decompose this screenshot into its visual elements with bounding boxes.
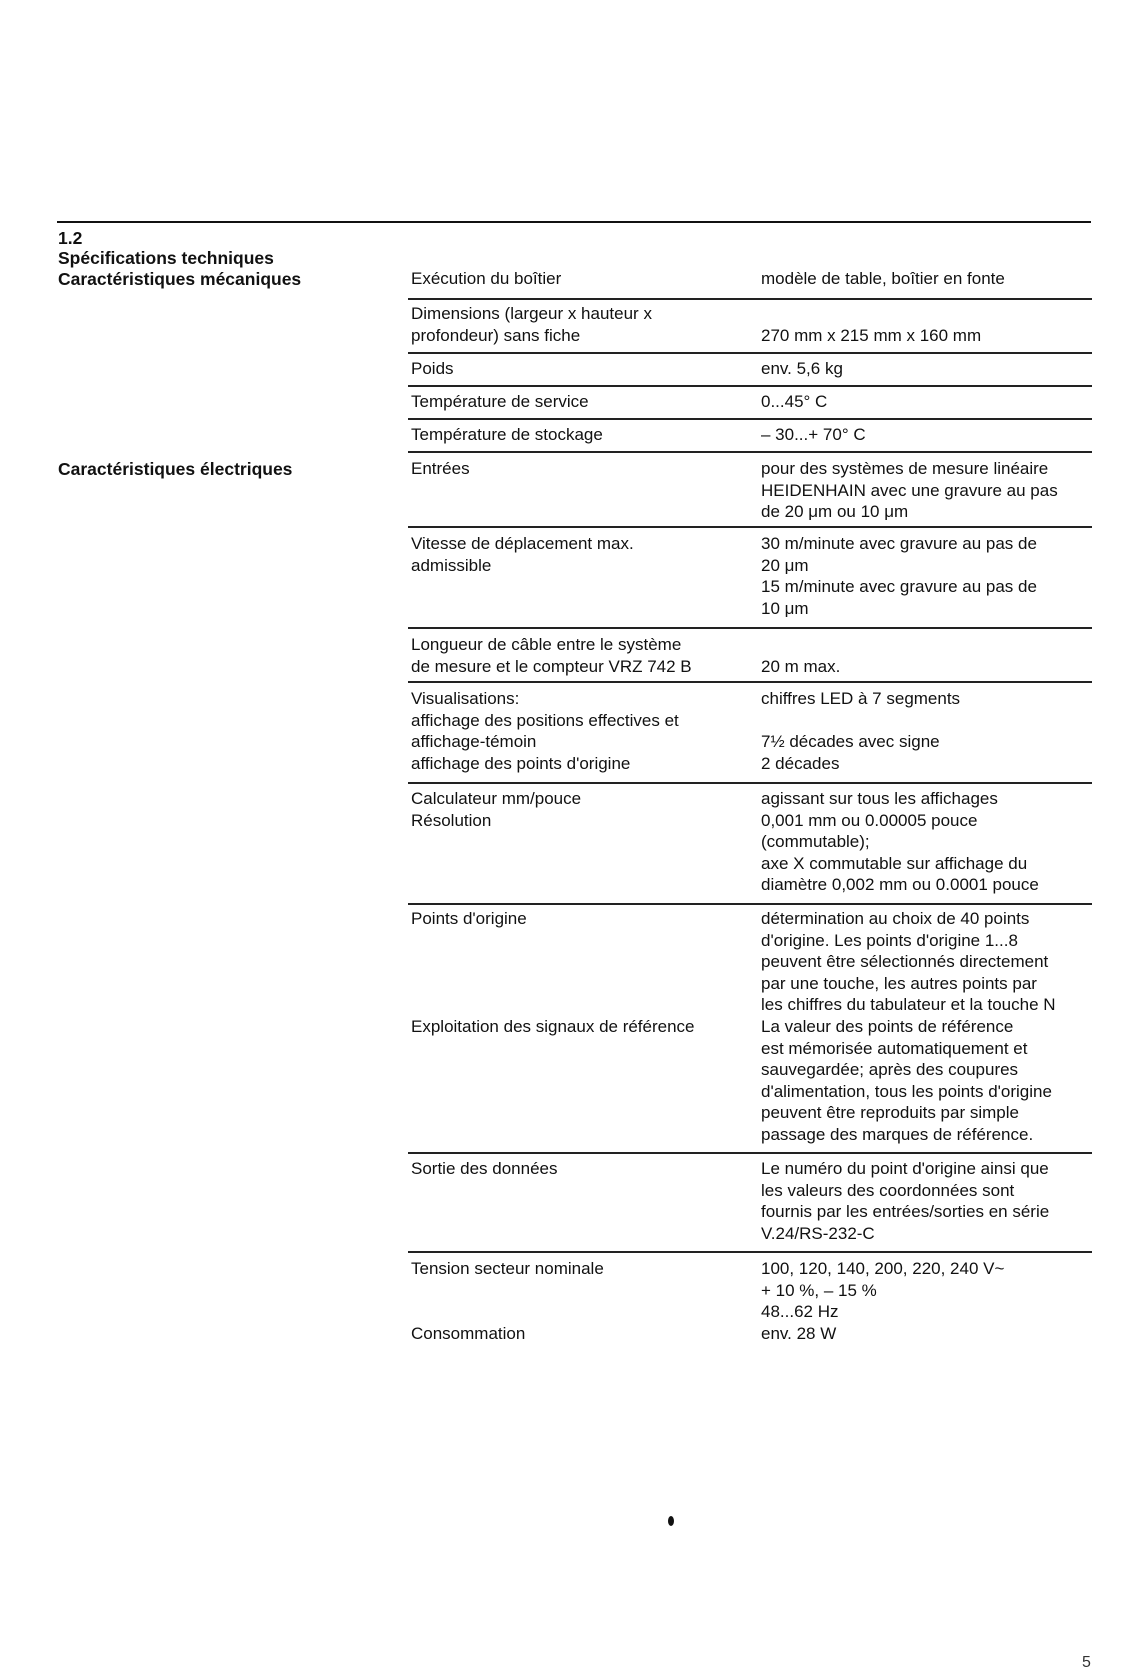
binding-hole-mark (668, 1516, 674, 1526)
row-divider (408, 681, 1092, 683)
row-divider (408, 451, 1092, 453)
spec-label: Poids (411, 359, 454, 378)
spec-label: Exécution du boîtier (411, 269, 562, 288)
spec-value: chiffres LED à 7 segments 7½ décades avec signe 2 décades (761, 689, 961, 773)
spec-value: agissant sur tous les affichages 0,001 mm ou 0.00005 pouce (commutable); axe X commutable sur affichage du diamètre 0,002 mm ou 0.0001 pouce (761, 789, 1039, 895)
spec-label: Sortie des données (411, 1159, 558, 1178)
electrical-heading: Caractéristiques électriques (58, 459, 293, 479)
spec-label: Tension secteur nominale Consommation (411, 1259, 604, 1343)
spec-value: 0...45° C (761, 392, 828, 411)
page-number: 5 (1082, 1654, 1091, 1671)
section-title: Spécifications techniques (58, 248, 274, 268)
spec-value: 20 m max. (761, 656, 841, 676)
spec-value: détermination au choix de 40 points d'origine. Les points d'origine 1...8 peuvent être sélectionnés directement par une touche, les autres points par les chiffres du tabulateur et la touche N La valeur des points de référence est mémorisée automatiquement et sauvegardée; après des coupures d'alimentation, tous les points d'origine peuvent être reproduits par simple passage des marques de référence. (761, 909, 1056, 1144)
spec-value: 270 mm x 215 mm x 160 mm (761, 325, 982, 345)
row-divider (408, 903, 1092, 905)
row-divider (408, 1251, 1092, 1253)
spec-label: Température de stockage (411, 425, 603, 444)
row-divider (408, 627, 1092, 629)
spec-value: env. 5,6 kg (761, 359, 843, 378)
spec-label: Température de service (411, 392, 589, 411)
section-top-rule (57, 221, 1091, 223)
spec-label: Entrées (411, 459, 470, 478)
spec-label: Vitesse de déplacement max. admissible (411, 534, 634, 575)
spec-label: Calculateur mm/pouce Résolution (411, 789, 582, 830)
row-divider (408, 1152, 1092, 1154)
spec-value: Le numéro du point d'origine ainsi que les valeurs des coordonnées sont fournis par les entrées/sorties en série V.24/RS-232-C (761, 1159, 1050, 1243)
row-divider (408, 526, 1092, 528)
row-divider (408, 298, 1092, 300)
row-divider (408, 385, 1092, 387)
spec-value: pour des systèmes de mesure linéaire HEIDENHAIN avec une gravure au pas de 20 μm ou 10 μm (761, 459, 1058, 522)
spec-label: Points d'origine Exploitation des signaux de référence (411, 909, 695, 1036)
spec-value: modèle de table, boîtier en fonte (761, 269, 1005, 288)
section-number: 1.2 (58, 228, 83, 248)
spec-value: – 30...+ 70° C (761, 425, 866, 444)
spec-value: 100, 120, 140, 200, 220, 240 V~ + 10 %, – 15 % 48...62 Hz env. 28 W (761, 1259, 1005, 1343)
spec-label: Longueur de câble entre le système de mesure et le compteur VRZ 742 B (411, 635, 692, 676)
row-divider (408, 418, 1092, 420)
row-divider (408, 352, 1092, 354)
spec-label: Dimensions (largeur x hauteur x profondeur) sans fiche (411, 304, 652, 345)
mechanical-heading: Caractéristiques mécaniques (58, 269, 302, 289)
spec-label: Visualisations: affichage des positions effectives et affichage-témoin affichage des points d'origine (411, 689, 679, 773)
spec-value: 30 m/minute avec gravure au pas de 20 μm 15 m/minute avec gravure au pas de 10 μm (761, 534, 1037, 618)
row-divider (408, 782, 1092, 784)
